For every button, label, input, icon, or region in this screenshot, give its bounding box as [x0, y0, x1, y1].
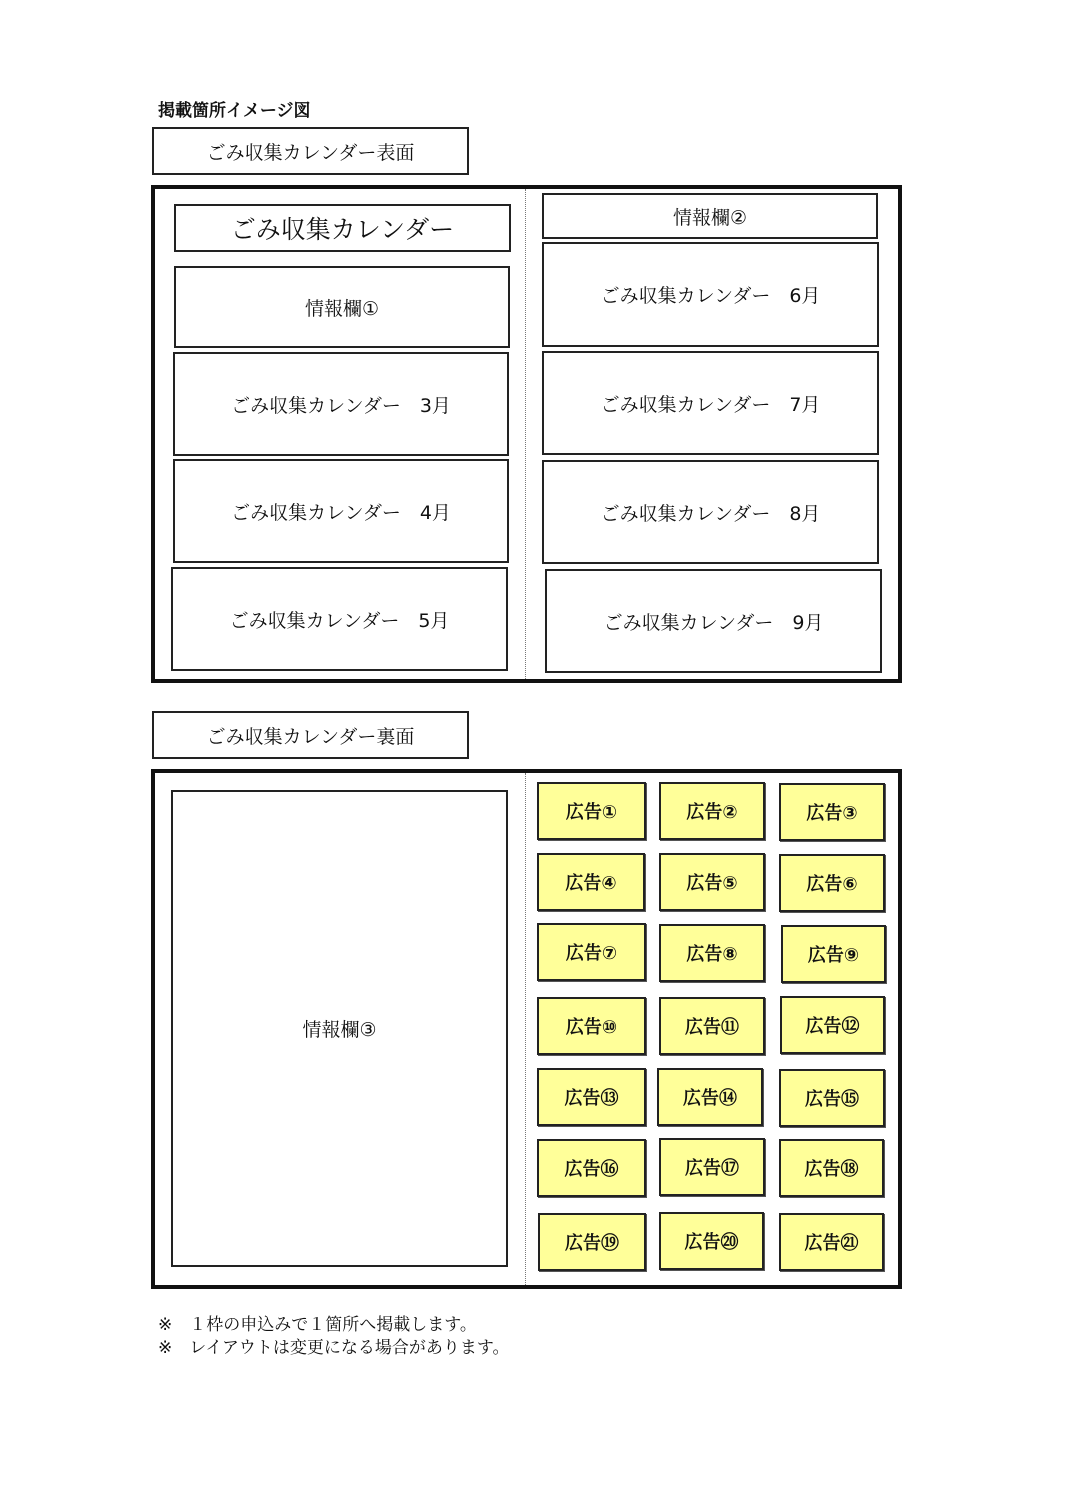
ad-slot-14: 広告⑭	[657, 1068, 763, 1126]
ad-slot-20: 広告⑳	[659, 1212, 764, 1270]
calendar-month-3: ごみ収集カレンダー 3月	[173, 352, 509, 456]
ad-slot-1: 広告①	[537, 782, 646, 840]
note-1: ※ １枠の申込みで１箇所へ掲載します。	[158, 1315, 477, 1335]
back-side-label: ごみ収集カレンダー裏面	[152, 711, 469, 759]
calendar-month-7: ごみ収集カレンダー 7月	[542, 351, 879, 455]
info-section-2: 情報欄②	[542, 193, 878, 239]
ad-slot-17: 広告⑰	[659, 1138, 765, 1196]
ad-slot-3: 広告③	[779, 783, 885, 841]
ad-slot-10: 広告⑩	[537, 997, 646, 1055]
ad-slot-19: 広告⑲	[538, 1213, 646, 1271]
ad-slot-2: 広告②	[659, 782, 765, 840]
ad-slot-5: 広告⑤	[659, 853, 765, 911]
calendar-month-9: ごみ収集カレンダー 9月	[545, 569, 882, 673]
ad-slot-16: 広告⑯	[537, 1139, 646, 1197]
ad-slot-9: 広告⑨	[781, 925, 886, 983]
page-title: 掲載箇所イメージ図	[158, 101, 311, 121]
ad-slot-4: 広告④	[537, 853, 645, 911]
ad-slot-7: 広告⑦	[537, 923, 646, 981]
calendar-month-8: ごみ収集カレンダー 8月	[542, 460, 879, 564]
ad-slot-6: 広告⑥	[779, 854, 885, 912]
front-side-label: ごみ収集カレンダー表面	[152, 127, 469, 175]
info-section-3: 情報欄③	[171, 790, 508, 1267]
ad-slot-15: 広告⑮	[779, 1069, 885, 1127]
note-2: ※ レイアウトは変更になる場合があります。	[158, 1338, 510, 1358]
ad-slot-18: 広告⑱	[779, 1139, 884, 1197]
calendar-header: ごみ収集カレンダー	[174, 204, 511, 252]
ad-slot-11: 広告⑪	[659, 997, 765, 1055]
calendar-month-5: ごみ収集カレンダー 5月	[171, 567, 508, 671]
info-section-1: 情報欄①	[174, 266, 510, 348]
calendar-month-4: ごみ収集カレンダー 4月	[173, 459, 509, 563]
ad-slot-8: 広告⑧	[659, 924, 765, 982]
ad-slot-21: 広告㉑	[779, 1213, 884, 1271]
ad-slot-12: 広告⑫	[780, 996, 885, 1054]
ad-slot-13: 広告⑬	[537, 1068, 646, 1126]
front-center-divider	[525, 189, 526, 679]
back-center-divider	[525, 773, 526, 1285]
calendar-month-6: ごみ収集カレンダー 6月	[542, 242, 879, 347]
